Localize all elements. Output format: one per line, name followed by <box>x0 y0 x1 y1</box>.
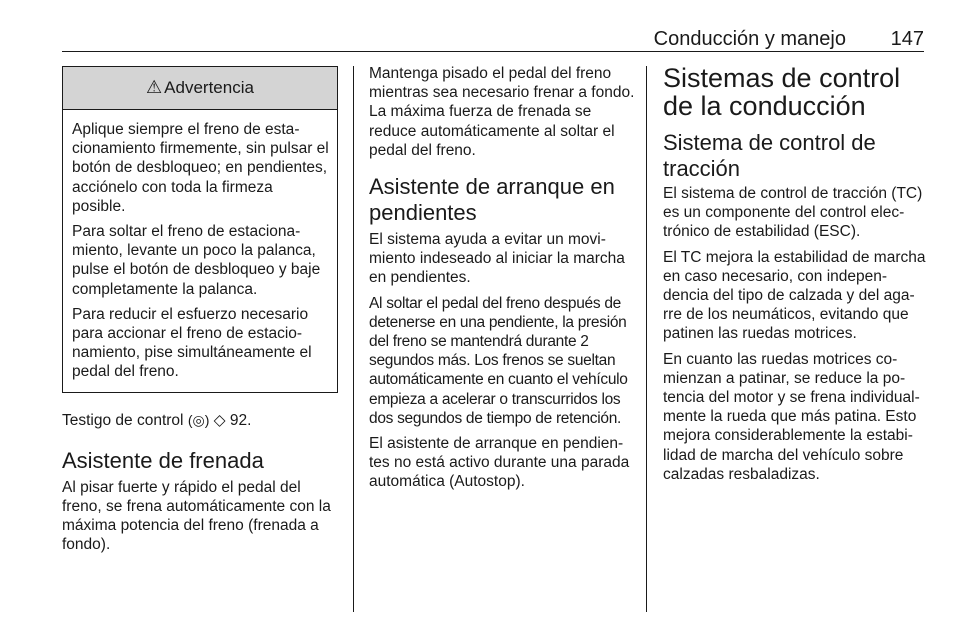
warning-box <box>62 66 338 393</box>
column-divider-1 <box>353 66 354 612</box>
header-title: Conducción y manejo <box>653 28 846 50</box>
column-divider-2 <box>646 66 647 612</box>
page-number: 147 <box>890 28 924 50</box>
page-ref-link[interactable]: 92. <box>229 411 252 429</box>
warning-header <box>63 67 337 110</box>
traction-control-heading: Sistema de control de tracción <box>663 130 876 181</box>
hill-start-paragraph: El asistente de arranque en pendientes no está activo durante una parada automática (Autostop). <box>369 435 630 491</box>
header-rule <box>62 51 924 52</box>
warning-paragraph: Aplique siempre el freno de estacionamiento firmemente, sin pulsar el botón de desbloqueo; en pendientes, acciónelo con toda la firmeza posible. <box>72 121 329 215</box>
hill-start-paragraph: Al soltar el pedal del freno después de detenerse en una pendiente, la presión del freno se mantendrá durante 2 segundos más. Los frenos se sueltan automáticamente en cuanto el vehículo empieza a acelerar o transcurridos los dos segundos de tiempo de retención. <box>369 294 628 427</box>
col2-intro: Mantenga pisado el pedal del freno mientras sea necesario frenar a fondo. La máxima fuerza de frenada se reduce automáticamente al soltar el pedal del freno. <box>369 65 635 159</box>
section-heading: Sistemas de control de la conducción <box>663 63 901 121</box>
warning-title: Advertencia <box>164 78 254 98</box>
indicator-reference <box>62 411 338 430</box>
traction-paragraph: En cuanto las ruedas motrices comienzan a patinar, se reduce la potencia del motor y se frena individualmente la rueda que más patina. Esto mejora considerablemente la estabilidad de marcha del vehículo sobre calzadas resbaladizas. <box>663 350 920 483</box>
brake-assist-heading: Asistente de frenada <box>62 447 264 473</box>
brake-assist-paragraph: Al pisar fuerte y rápido el pedal del freno, se frena automáticamente con la máxima potencia del freno (frenada a fondo). <box>62 478 331 554</box>
traction-paragraph: El sistema de control de tracción (TC) es un componente del control electrónico de estabilidad (ESC). <box>663 185 923 241</box>
traction-paragraph: El TC mejora la estabilidad de marcha en caso necesario, con independencia del tipo de calzada y del agarre de los neumáticos, evitando que patinen las ruedas motrices. <box>663 248 926 343</box>
warning-paragraph: Para reducir el esfuerzo necesario para accionar el freno de estacionamiento, pise simultáneamente el pedal del freno. <box>72 305 312 381</box>
column-3 <box>663 64 927 490</box>
column-2 <box>369 64 637 498</box>
page-header <box>62 28 924 50</box>
brake-lamp-icon: (◎) <box>187 411 210 428</box>
column-1 <box>62 66 338 561</box>
page-ref-icon: ◇ <box>213 411 226 429</box>
warning-triangle-icon: ⚠ <box>146 77 163 98</box>
warning-body <box>63 110 337 392</box>
hill-start-paragraph: El sistema ayuda a evitar un movimiento indeseado al iniciar la marcha en pendientes. <box>369 231 625 287</box>
hill-start-heading: Asistente de arranque en pendientes <box>369 174 615 226</box>
warning-paragraph: Para soltar el freno de estacionamiento, levante un poco la palanca, pulse el botón de desbloqueo y baje completamente la palanca. <box>72 223 321 298</box>
indicator-text: Testigo de control <box>62 411 184 429</box>
